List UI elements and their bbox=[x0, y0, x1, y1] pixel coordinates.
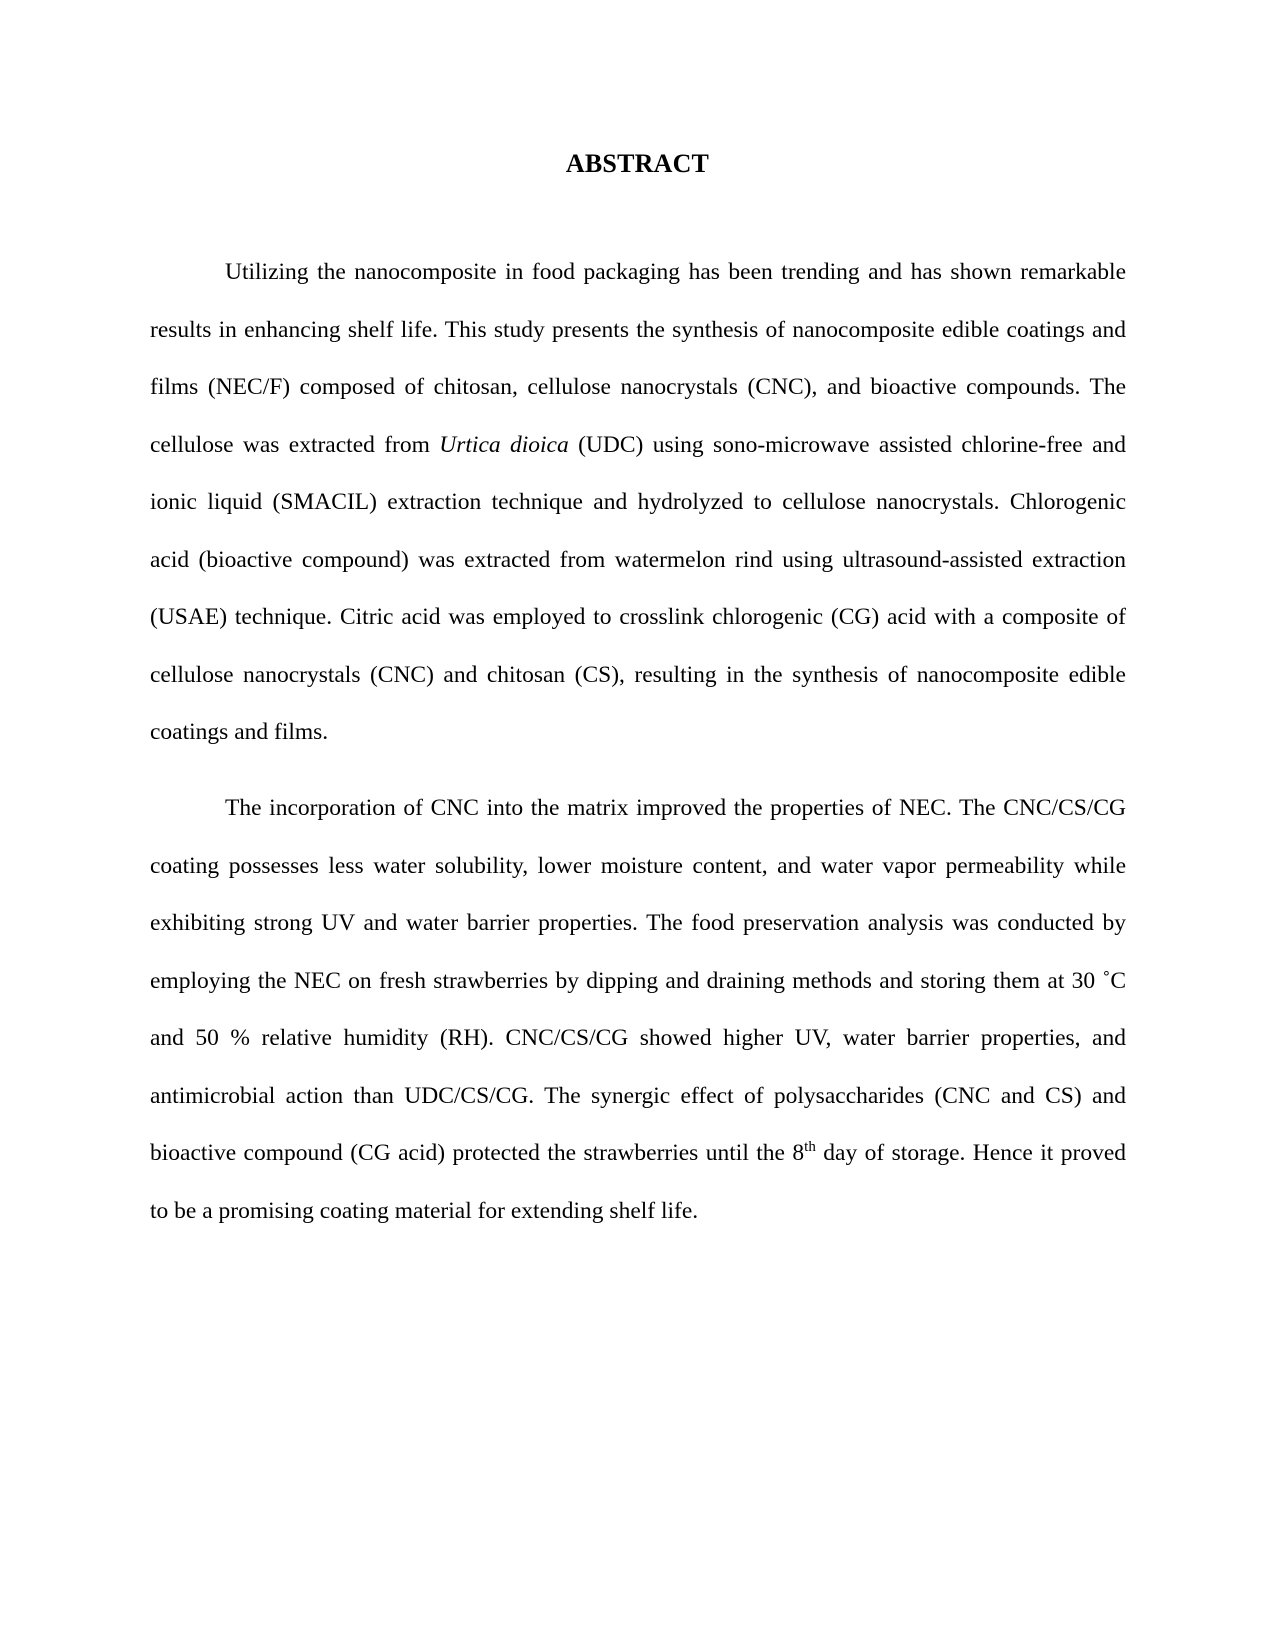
species-name-italic: Urtica dioica bbox=[439, 431, 569, 458]
abstract-paragraph-2 bbox=[150, 780, 1126, 1240]
ordinal-superscript: th bbox=[804, 1139, 816, 1156]
paragraph-2-text-a: The incorporation of CNC into the matrix improved the properties of NEC. The CNC/CS/CG coating possesses less water solubility, lower moisture content, and water vapor permeability while exhibiting strong UV and water barrier properties. The food preservation analysis was conducted by employing the NEC on fresh strawberries by dipping and draining methods and storing them at 30 ˚C and 50 % relative humidity (RH). CNC/CS/CG showed higher UV, water barrier properties, and antimicrobial action than UDC/CS/CG. The synergic effect of polysaccharides (CNC and CS) and bioactive compound (CG acid) protected the strawberries until the 8 bbox=[150, 795, 1126, 1166]
paragraph-2-text-b: day of storage. Hence it proved to be a promising coating material for extending shelf life. bbox=[150, 1140, 1126, 1224]
paragraph-1-text-b: (UDC) using sono-microwave assisted chlorine-free and ionic liquid (SMACIL) extraction technique and hydrolyzed to cellulose nanocrystals. Chlorogenic acid (bioactive compound) was extracted from watermelon rind using ultrasound-assisted extraction (USAE) technique. Citric acid was employed to crosslink chlorogenic (CG) acid with a composite of cellulose nanocrystals (CNC) and chitosan (CS), resulting in the synthesis of nanocomposite edible coatings and films. bbox=[150, 431, 1127, 745]
paragraph-1-text-a: Utilizing the nanocomposite in food packaging has been trending and has shown remarkable results in enhancing shelf life. This study presents the synthesis of nanocomposite edible coatings and films (NEC/F) composed of chitosan, cellulose nanocrystals (CNC), and bioactive compounds. The cellulose was extracted from bbox=[150, 259, 1126, 458]
abstract-paragraph-1 bbox=[150, 244, 1126, 762]
page-title: ABSTRACT bbox=[565, 149, 710, 178]
